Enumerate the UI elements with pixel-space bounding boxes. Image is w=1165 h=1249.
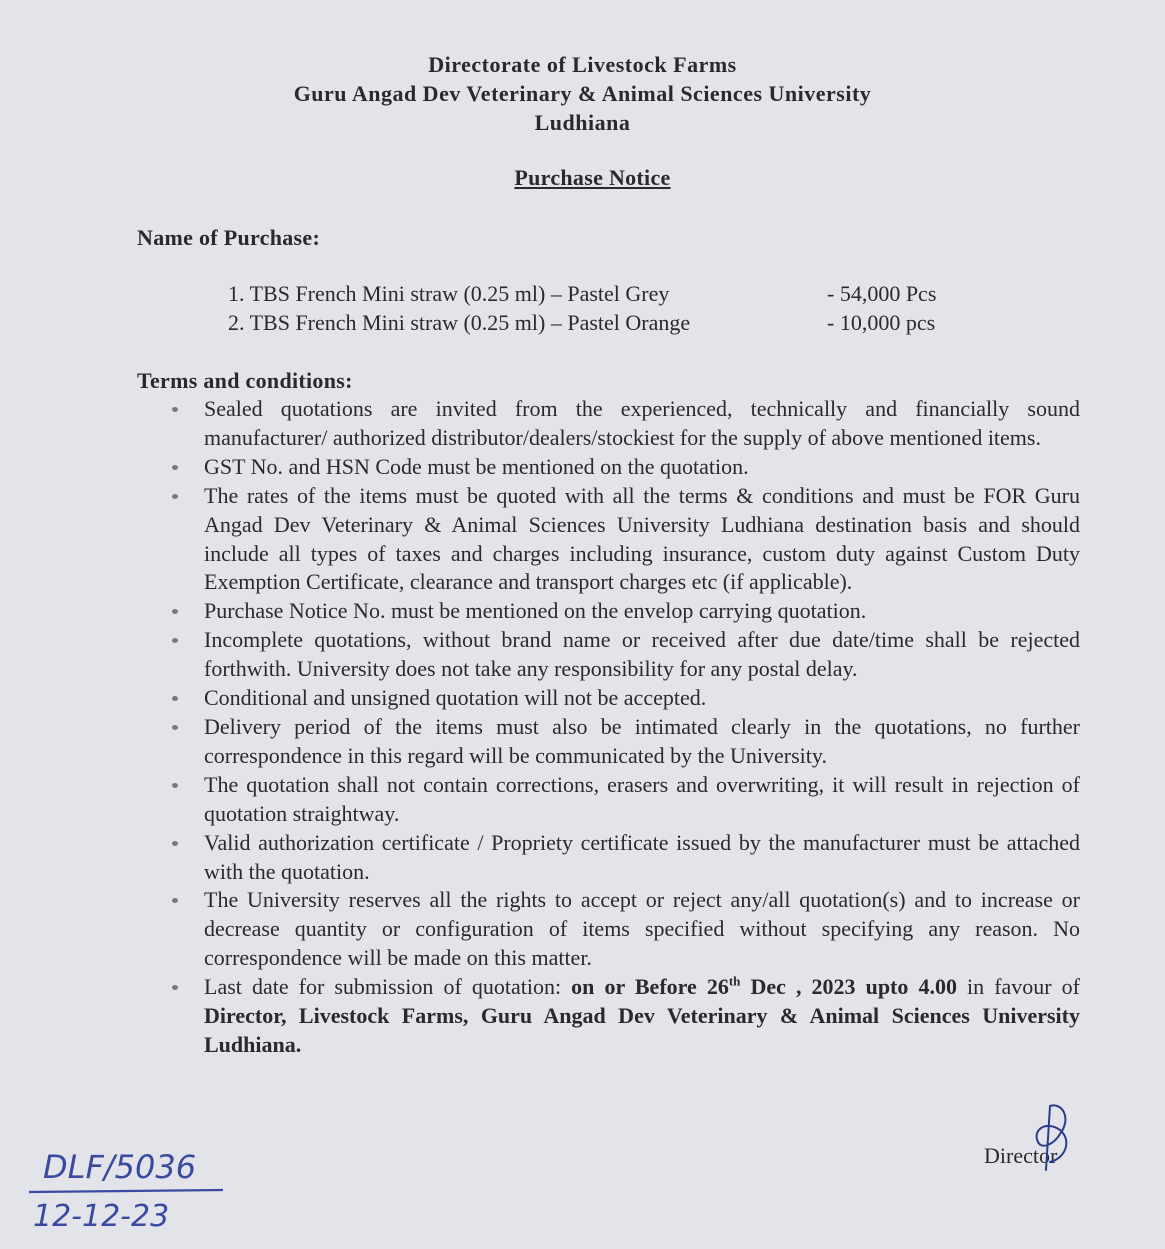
directorate-name: Directorate of Livestock Farms [428, 52, 737, 77]
term-item: The University reserves all the rights to accept or reject any/all quotation(s) and to increase or decrease quantity or configuration of items specified without specifying any reason. No correspondence will be made on this matter. [165, 886, 1080, 973]
terms-list [165, 395, 1080, 1060]
city-name: Ludhiana [534, 110, 631, 135]
bullet-icon [172, 725, 178, 730]
bullet-icon [172, 609, 178, 614]
handwritten-ref-number: DLF/5036 [43, 1148, 197, 1186]
notice-title: Purchase Notice [514, 165, 671, 190]
purchase-item-1: 1. TBS French Mini straw (0.25 ml) – Pastel Grey [228, 281, 670, 306]
term-item: Valid authorization certificate / Propriety certificate issued by the manufacturer must be attached with the quotation. [165, 829, 1080, 887]
handwritten-divider [29, 1190, 223, 1192]
bullet-icon [172, 465, 178, 470]
bullet-icon [172, 638, 178, 643]
handwritten-ref-svg [25, 1140, 245, 1240]
handwritten-date: 12-12-23 [33, 1199, 170, 1234]
bullet-icon [172, 841, 178, 846]
purchase-heading: Name of Purchase: [137, 225, 321, 250]
term-item: Sealed quotations are invited from the experienced, technically and financially sound manufacturer/ authorized distributor/dealers/stockiest for the supply of above mentioned items. [165, 395, 1080, 453]
purchase-qty-2: - 10,000 pcs [827, 310, 936, 335]
deadline-date: on or Before 26th Dec , 2023 upto 4.00 [571, 973, 957, 1000]
term-item: The rates of the items must be quoted with all the terms & conditions and must be FOR Guru Angad Dev Veterinary & Animal Sciences University Ludhiana destination basis and should include all types of taxes and charges including insurance, custom duty against Custom Duty Exemption Certificate, clearance and transport charges etc (if applicable). [165, 482, 1080, 598]
purchase-qty-1: - 54,000 Pcs [827, 281, 937, 306]
signatory-title: Director [984, 1143, 1058, 1168]
bullet-icon [172, 898, 178, 903]
term-item: Incomplete quotations, without brand name or received after due date/time shall be rejected forthwith. University does not take any responsibility for any postal delay. [165, 626, 1080, 684]
terms-heading: Terms and conditions: [137, 368, 353, 393]
bullet-icon [172, 407, 178, 412]
letterhead [0, 50, 1165, 137]
bullet-icon [172, 696, 178, 701]
handwritten-reference [25, 1140, 245, 1245]
signature-mark [1020, 1100, 1080, 1180]
addressee: Director, Livestock Farms, Guru Angad Dev Veterinary & Animal Sciences University Ludhiana. [204, 1003, 1080, 1057]
term-item: Purchase Notice No. must be mentioned on the envelop carrying quotation. [165, 597, 1080, 626]
bullet-icon [172, 494, 178, 499]
university-name: Guru Angad Dev Veterinary & Animal Sciences University [293, 81, 872, 106]
term-item: Conditional and unsigned quotation will not be accepted. [165, 684, 1080, 713]
term-item: Delivery period of the items must also be intimated clearly in the quotations, no further correspondence in this regard will be communicated by the University. [165, 713, 1080, 771]
term-item: GST No. and HSN Code must be mentioned on the quotation. [165, 453, 1080, 482]
bullet-icon [172, 783, 178, 788]
bullet-icon [172, 985, 178, 990]
term-item: The quotation shall not contain corrections, erasers and overwriting, it will result in rejection of quotation straightway. [165, 771, 1080, 829]
purchase-item-2: 2. TBS French Mini straw (0.25 ml) – Pastel Orange [228, 310, 691, 335]
term-item-last-date: Last date for submission of quotation: on or Before 26th Dec , 2023 upto 4.00 in favour of Director, Livestock Farms, Guru Angad Dev Veterinary & Animal Sciences University Ludhiana. [165, 973, 1080, 1060]
